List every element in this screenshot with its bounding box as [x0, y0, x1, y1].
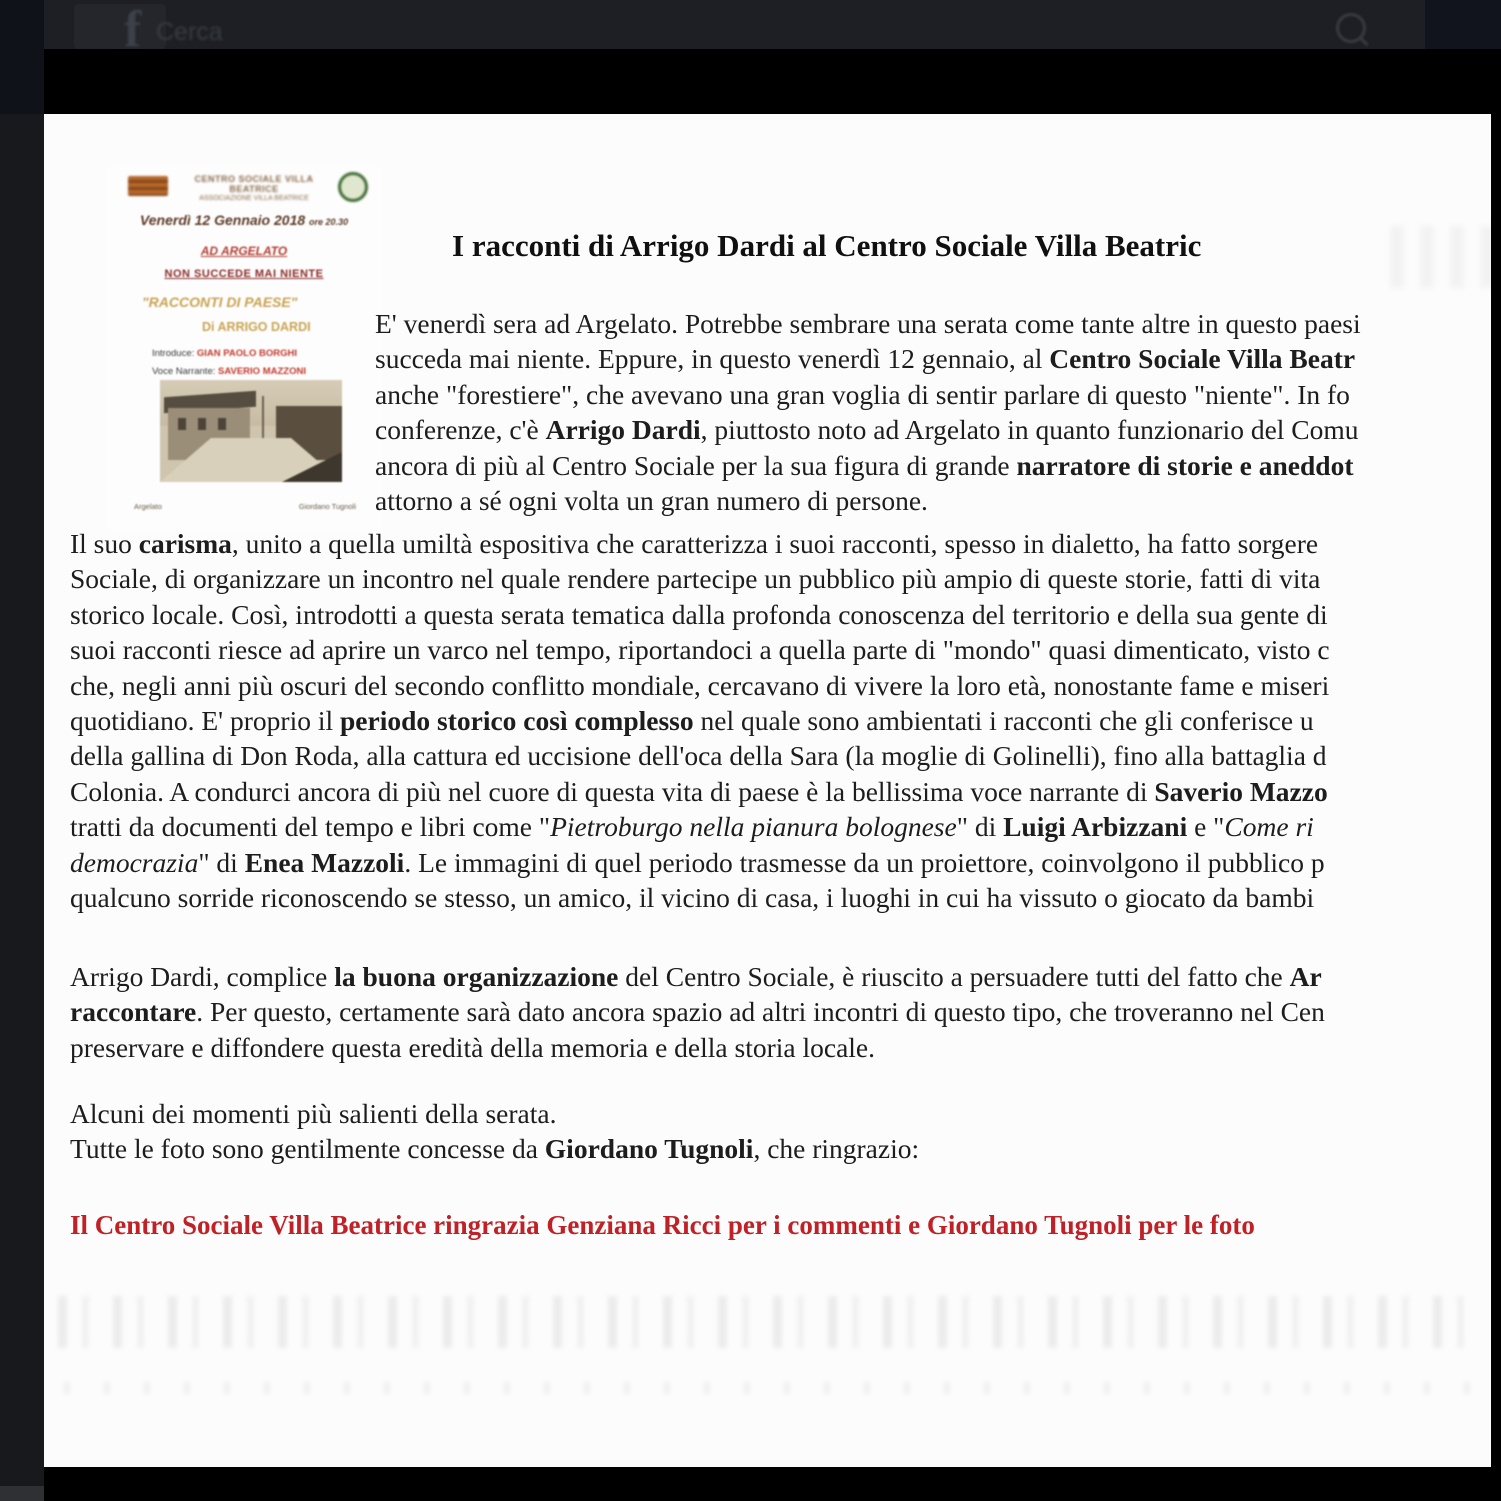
- flyer-introduce-name: GIAN PAOLO BORGHI: [196, 348, 297, 359]
- ghost-text-row: [58, 1296, 1482, 1348]
- ghost-text-row: [64, 1382, 1474, 1394]
- flyer-seal-icon: [338, 172, 368, 202]
- article-paragraph-main: [70, 526, 1330, 915]
- document-page: [44, 114, 1491, 1467]
- text-line: conferenze, c'è Arrigo Dardi, piuttosto noto ad Argelato in quanto funzionario del Comu: [375, 414, 1359, 446]
- flyer-narrator-name: SAVERIO MAZZONI: [218, 366, 306, 377]
- text-line: Sociale, di organizzare un incontro nel quale rendere partecipe un pubblico più ampio di queste storie, fatti di vita: [70, 563, 1321, 595]
- photo-window: [198, 418, 206, 430]
- text-line: che, negli anni più oscuri del secondo conflitto mondiale, cercavano di vivere la loro età, nonostante fame e miseri: [70, 669, 1330, 701]
- flyer-introduce-label: Introduce:: [152, 348, 195, 359]
- left-strip-top: [0, 0, 44, 114]
- text-line: attorno a sé ogni volta un gran numero di persone.: [375, 484, 928, 516]
- article-paragraph-photos-note: [70, 1096, 919, 1167]
- photo-window: [218, 418, 226, 430]
- text-line: preservare e diffondere questa eredità della memoria e della storia locale.: [70, 1031, 875, 1063]
- flyer-org-logo-icon: [128, 176, 168, 196]
- text-line: raccontare. Per questo, certamente sarà dato ancora spazio ad altri incontri di questo tipo, che troveranno nel Cen: [70, 996, 1325, 1028]
- flyer-people: [152, 348, 306, 384]
- search-icon[interactable]: [1336, 13, 1366, 43]
- text-line: suoi racconti riesce ad aprire un varco nel tempo, riportandoci a quella parte di "mondo" quasi dimenticato, visto c: [70, 634, 1330, 666]
- facebook-logo-tile[interactable]: [74, 1, 166, 58]
- flyer-caption-right: Giordano Tugnoli: [298, 502, 356, 511]
- flyer-date-text: Venerdì 12 Gennaio 2018: [139, 212, 306, 228]
- flyer-narrator-label: Voce Narrante:: [152, 366, 216, 377]
- text-line: Alcuni dei momenti più salienti della serata.: [70, 1098, 557, 1129]
- facebook-icon[interactable]: f: [124, 1, 142, 58]
- ghost-text-patch: [1390, 226, 1491, 288]
- flyer-event-title: "RACCONTI DI PAESE": [142, 294, 298, 310]
- text-line: Il suo carisma, unito a quella umiltà espositiva che caratterizza i suoi racconti, spesso in dialetto, ha fatto sorgere: [70, 528, 1319, 559]
- text-line: democrazia" di Enea Mazzoli. Le immagini di quel periodo trasmesse da un proiettore, coinvolgono il pubblico p: [70, 846, 1325, 878]
- text-line: Arrigo Dardi, complice la buona organizzazione del Centro Sociale, è riuscito a persuadere tutti del fatto che Ar: [70, 961, 1322, 992]
- flyer-slogan: NON SUCCEDE MAI NIENTE: [164, 268, 324, 280]
- flyer-org-line1: CENTRO SOCIALE VILLA BEATRICE: [194, 174, 314, 194]
- text-line: della gallina di Don Roda, alla cattura ed uccisione dell'oca della Sara (la moglie di Golinelli), fino alla battaglia d: [70, 740, 1327, 772]
- text-line: qualcuno sorride riconoscendo se stesso, un amico, il vicino di casa, i luoghi in cui ha vissuto o giocato da bambi: [70, 881, 1315, 913]
- text-line: Tutte le foto sono gentilmente concesse da Giordano Tugnoli, che ringrazio:: [70, 1133, 920, 1165]
- text-line: Colonia. A condurci ancora di più nel cuore di questa vita di paese è la bellissima voce narrante di Saverio Mazzo: [70, 775, 1328, 807]
- left-strip-corner: [0, 1486, 44, 1501]
- text-line: anche "forestiere", che avevano una gran voglia di sentir parlare di questo "niente". In fo: [375, 378, 1350, 410]
- article-paragraph-intro: [375, 306, 1361, 518]
- flyer-org-name: [174, 174, 334, 202]
- flyer-org-line2: ASSOCIAZIONE VILLA BEATRICE: [199, 195, 309, 202]
- thanks-line: Il Centro Sociale Villa Beatrice ringrazia Genziana Ricci per i commenti e Giordano Tugnoli per le foto: [70, 1210, 1255, 1240]
- flyer-place: AD ARGELATO: [200, 244, 288, 258]
- flyer-time: ore 20.30: [309, 217, 349, 227]
- flyer-event-author: Di ARRIGO DARDI: [202, 320, 311, 334]
- photo-window: [178, 418, 186, 430]
- flyer-date: [106, 212, 382, 228]
- flyer-caption-left: Argelato: [134, 502, 162, 511]
- left-black-strip: [0, 0, 44, 1501]
- page-title: I racconti di Arrigo Dardi al Centro Sociale Villa Beatric: [452, 228, 1202, 263]
- flyer-village-photo: [160, 380, 342, 482]
- text-line: E' venerdì sera ad Argelato. Potrebbe sembrare una serata come tante altre in questo paesi: [375, 308, 1361, 339]
- search-input[interactable]: Cerca: [156, 18, 223, 46]
- browser-top-bar: [44, 0, 1425, 58]
- text-line: ancora di più al Centro Sociale per la sua figura di grande narratore di storie e aneddot: [375, 449, 1354, 481]
- text-line: succeda mai niente. Eppure, in questo venerdì 12 gennaio, al Centro Sociale Villa Beatr: [375, 343, 1356, 375]
- text-line: quotidiano. E' proprio il periodo storico così complesso nel quale sono ambientati i racconti che gli conferisce u: [70, 704, 1314, 736]
- article-paragraph-conclusion: [70, 959, 1325, 1065]
- event-flyer: [106, 166, 382, 530]
- text-line: tratti da documenti del tempo e libri come "Pietroburgo nella pianura bolognese" di Luigi Arbizzani e "Come ri: [70, 811, 1314, 843]
- top-bar-right-segment: [1425, 0, 1501, 49]
- text-line: storico locale. Così, introdotti a questa serata tematica dalla profonda conoscenza del territorio e della sua gente di: [70, 598, 1328, 630]
- flyer-header: [106, 172, 382, 202]
